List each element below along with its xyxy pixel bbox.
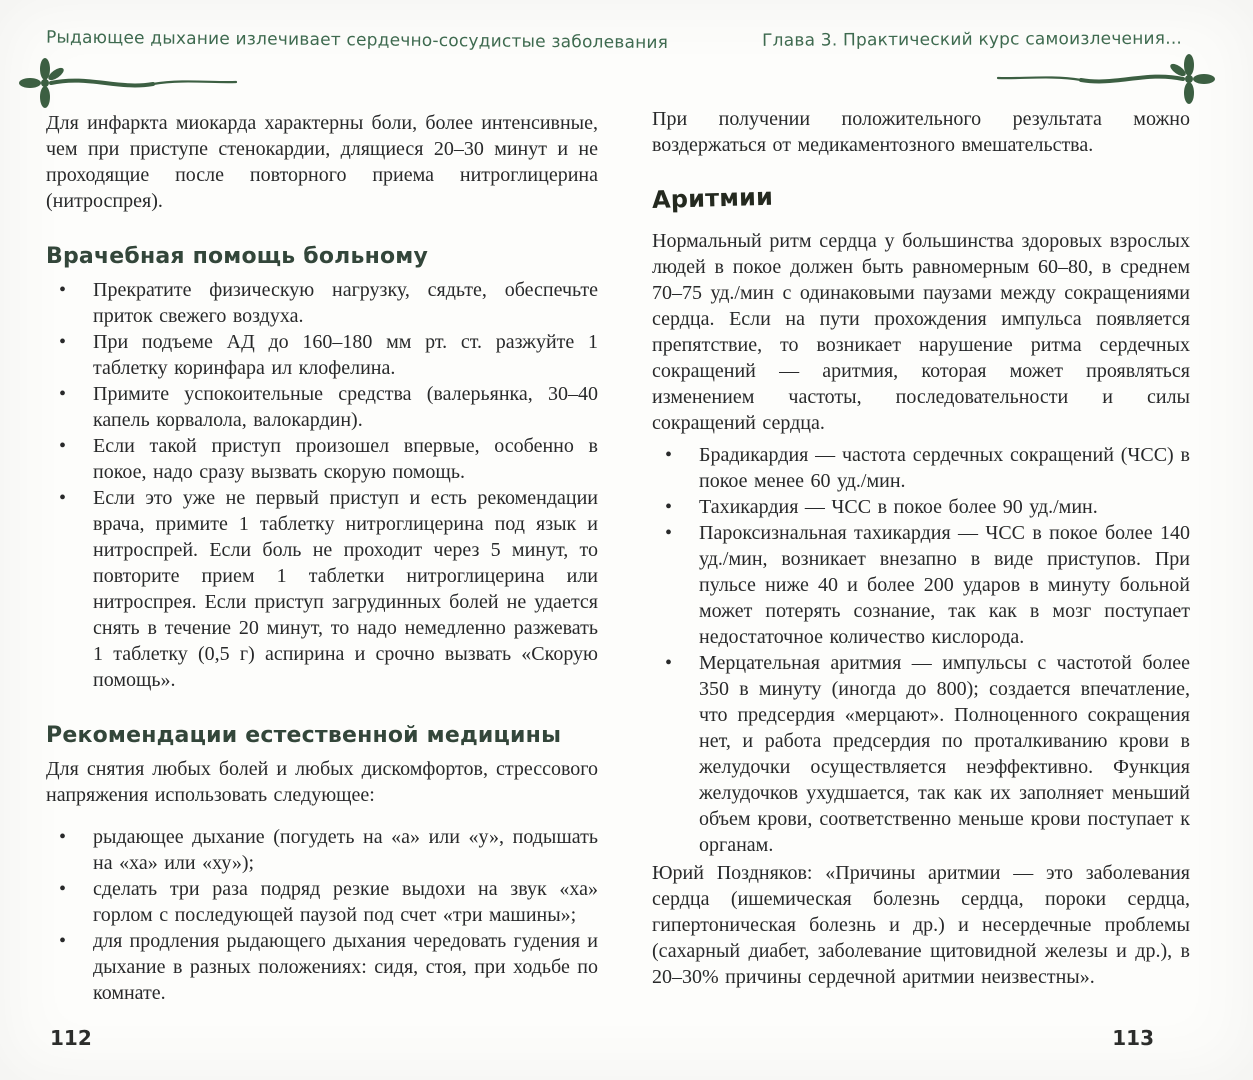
intro-paragraph: Для инфаркта миокарда характерны боли, более интенсивные, чем при приступе стенокардии, длящиеся 20–30 минут и не проходящие после повторного приема нитроглицерина (нитроспрея).	[46, 112, 598, 212]
natural-medicine-intro: Для снятия любых болей и любых дискомфортов, стрессового напряжения использовать следующее:	[46, 758, 598, 806]
leaf-flourish-icon	[18, 56, 248, 110]
medical-help-list	[46, 277, 598, 693]
intro-paragraph: При получении положительного результата можно воздержаться от медикаментозного вмешательства.	[652, 108, 1190, 156]
running-head-left: Рыдающее дыхание излечивает сердечно-сосудистые заболевания	[45, 27, 669, 54]
section-heading-medical-help: Врачебная помощь больному	[46, 244, 429, 269]
leaf-flourish-icon	[986, 52, 1216, 106]
right-page	[652, 0, 1190, 1080]
left-page	[45, 0, 669, 1080]
list-item: • Если это уже не первый приступ и есть рекомендации врача, примите 1 таблетку нитроглицерина под язык и нитроспрей. Если боль не проходит через 5 минут, то повторите прием 1 таблетки нитроглицерина или нитроспрея. Если приступ загрудинных болей не удается снять в течение 20 минут, то надо немедленно разжевать 1 таблетку (0,5 г) аспирина и срочно вызвать «Скорую помощь».	[46, 485, 598, 693]
list-item: • Если такой приступ произошел впервые, особенно в покое, надо сразу вызвать скорую помощь.	[46, 433, 598, 485]
list-item: • Мерцательная аритмия — импульсы с частотой более 350 в минуту (иногда до 800); создается впечатление, что предсердия «мерцают». Полноценного сокращения нет, и работа предсердия по проталкиванию крови в желудочки осуществляется неэффективно. Функция желудочков ухудшается, так как их заполняет меньший объем крови, соответственно меньше крови поступает к органам.	[652, 650, 1190, 858]
page-number-right: 113	[1112, 1026, 1154, 1050]
running-head-right: Глава 3. Практический курс самоизлечения...	[762, 28, 1183, 51]
list-item: • сделать три раза подряд резкие выдохи на звук «ха» горлом с последующей паузой под счет «три машины»;	[46, 876, 598, 928]
list-item: • Примите успокоительные средства (валерьянка, 30–40 капель корвалола, валокардин).	[46, 381, 598, 433]
list-item: • Брадикардия — частота сердечных сокращений (ЧСС) в покое менее 60 уд./мин.	[652, 442, 1190, 494]
arrhythmia-paragraph: Нормальный ритм сердца у большинства здоровых взрослых людей в покое должен быть равномерным 60–80, в среднем 70–75 уд./мин с одинаковыми паузами между сокращениями сердца. Если на пути прохождения импульса появляется препятствие, то возникает нарушение ритма сердечных сокращений — аритмия, которая может проявляться изменением частоты, последовательности и силы сокращений сердца.	[652, 230, 1190, 434]
section-heading-natural-medicine: Рекомендации естественной медицины	[46, 723, 562, 748]
section-heading-arrhythmia: Аритмии	[651, 182, 774, 214]
arrhythmia-closing-paragraph: Юрий Поздняков: «Причины аритмии — это заболевания сердца (ишемическая болезнь сердца, пороки сердца, гипертоническая болезнь и др.) и несердечные проблемы (сахарный диабет, заболевание щитовидной железы и др.), в 20–30% причины сердечной аритмии неизвестны».	[652, 862, 1190, 988]
list-item: • Тахикардия — ЧСС в покое более 90 уд./мин.	[652, 494, 1190, 520]
page-number-left: 112	[50, 1026, 92, 1050]
list-item: • Пароксизнальная тахикардия — ЧСС в покое более 140 уд./мин, возникает внезапно в виде приступов. При пульсе ниже 40 и более 200 ударов в минуту больной может потерять сознание, так как в мозг поступает недостаточное количество кислорода.	[652, 520, 1190, 650]
list-item: • рыдающее дыхание (погудеть на «а» или «у», подышать на «ха» или «ху»);	[46, 824, 598, 876]
list-item: • При подъеме АД до 160–180 мм рт. ст. разжуйте 1 таблетку коринфара ил клофелина.	[46, 329, 598, 381]
arrhythmia-list	[652, 442, 1190, 858]
list-item: • для продления рыдающего дыхания чередовать гудения и дыхание в разных положениях: сидя, стоя, при ходьбе по комнате.	[46, 928, 598, 1006]
natural-medicine-list	[46, 824, 598, 1006]
list-item: • Прекратите физическую нагрузку, сядьте, обеспечьте приток свежего воздуха.	[46, 277, 598, 329]
